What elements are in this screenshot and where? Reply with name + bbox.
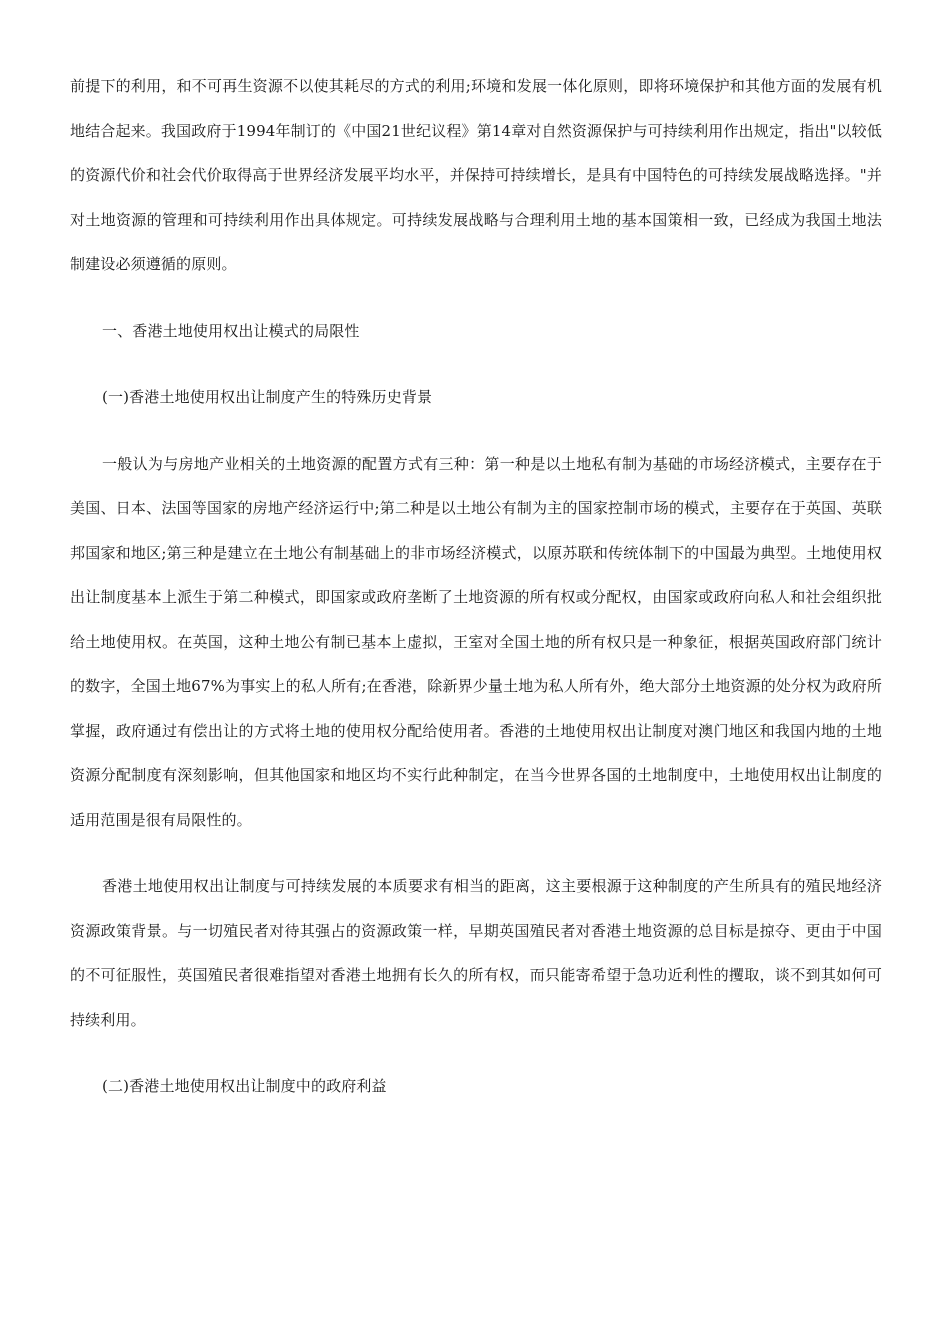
- document-page: [70, 64, 882, 1131]
- paragraph-allocation-models: 一般认为与房地产业相关的土地资源的配置方式有三种：第一种是以土地私有制为基础的市场经济模式，主要存在于美国、日本、法国等国家的房地产经济运行中;第二种是以土地公有制为主的国家控制市场的模式，主要存在于英国、英联邦国家和地区;第三种是建立在土地公有制基础上的非市场经济模式，以原苏联和传统体制下的中国最为典型。土地使用权出让制度基本上派生于第二种模式，即国家或政府垄断了土地资源的所有权或分配权，由国家或政府向私人和社会组织批给土地使用权。在英国，这种土地公有制已基本上虚拟，王室对全国土地的所有权只是一种象征，根据英国政府部门统计的数字，全国土地67%为事实上的私人所有;在香港，除新界少量土地为私人所有外，绝大部分土地资源的处分权为政府所掌握，政府通过有偿出让的方式将土地的使用权分配给使用者。香港的土地使用权出让制度对澳门地区和我国内地的土地资源分配制度有深刻影响，但其他国家和地区均不实行此种制定，在当今世界各国的土地制度中，土地使用权出让制度的适用范围是很有局限性的。: [70, 454, 882, 829]
- subsection-heading-2: (二)香港土地使用权出让制度中的政府利益: [102, 1077, 387, 1095]
- section-heading-1: 一、香港土地使用权出让模式的局限性: [102, 321, 360, 340]
- paragraph-colonial-background: 香港土地使用权出让制度与可持续发展的本质要求有相当的距离，这主要根源于这种制度的产生所具有的殖民地经济资源政策背景。与一切殖民者对待其强占的资源政策一样，早期英国殖民者对香港土地资源的总目标是掠夺、更由于中国的不可征服性，英国殖民者很难指望对香港土地拥有长久的所有权，而只能寄希望于急功近利性的攫取，谈不到其如何可持续利用。: [70, 877, 882, 1029]
- paragraph-continuation: 前提下的利用，和不可再生资源不以使其耗尽的方式的利用;环境和发展一体化原则，即将环境保护和其他方面的发展有机地结合起来。我国政府于1994年制订的《中国21世纪议程》第14章对自然资源保护与可持续利用作出规定，指出"以较低的资源代价和社会代价取得高于世界经济发展平均水平，并保持可持续增长，是具有中国特色的可持续发展战略选择。"并对土地资源的管理和可持续利用作出具体规定。可持续发展战略与合理利用土地的基本国策相一致，已经成为我国土地法制建设必须遵循的原则。: [70, 77, 882, 273]
- subsection-heading-1: (一)香港土地使用权出让制度产生的特殊历史背景: [102, 388, 433, 406]
